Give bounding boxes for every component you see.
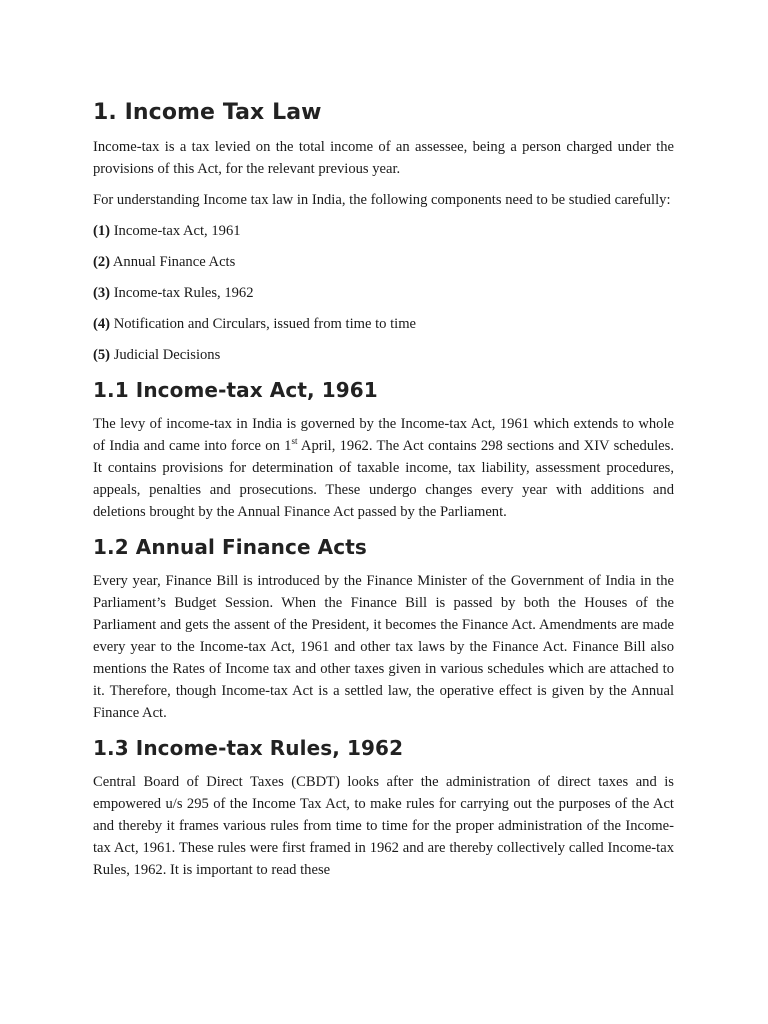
section-1-1-text-start: The levy of income-tax in India is governed by the Income-tax Act, 1961 which extends to whole of India and came into force on 1	[93, 416, 674, 454]
component-item-1	[93, 220, 674, 242]
component-number: (3)	[93, 285, 111, 301]
ordinal-superscript: st	[291, 436, 298, 447]
component-text: Annual Finance Acts	[112, 254, 236, 270]
section-1-2-paragraph: Every year, Finance Bill is introduced by the Finance Minister of the Government of India in the Parliament’s Budget Session. When the Finance Bill is passed by both the Houses of the Parliament and gets the assent of the President, it becomes the Finance Act. Amendments are made every year to the Income-tax Act, 1961 and other tax laws by the Finance Act. Finance Bill also mentions the Rates of Income tax and other taxes given in various schedules which are attached to it. Therefore, though Income-tax Act is a settled law, the operative effect is given by the Annual Finance Act.	[93, 573, 674, 721]
component-text: Judicial Decisions	[113, 347, 221, 363]
component-item-3	[93, 282, 674, 304]
heading-section-1-3: 1.3 Income-tax Rules, 1962	[93, 736, 404, 760]
section-1-1-paragraph	[93, 413, 674, 523]
heading-section-1-2: 1.2 Annual Finance Acts	[93, 535, 367, 559]
intro-paragraph-1: Income-tax is a tax levied on the total income of an assessee, being a person charged under the provisions of this Act, for the relevant previous year.	[93, 139, 674, 177]
component-number: (5)	[93, 347, 111, 363]
component-text: Income-tax Rules, 1962	[113, 285, 254, 301]
component-text: Income-tax Act, 1961	[113, 223, 241, 239]
document-content	[93, 96, 674, 890]
component-number: (4)	[93, 316, 111, 332]
component-item-5	[93, 344, 674, 366]
heading-section-1-1: 1.1 Income-tax Act, 1961	[93, 378, 378, 402]
section-1-3-paragraph: Central Board of Direct Taxes (CBDT) looks after the administration of direct taxes and is empowered u/s 295 of the Income Tax Act, to make rules for carrying out the purposes of the Act and thereby it frames various rules from time to time for the proper administration of the Income-tax Act, 1961. These rules were first framed in 1962 and are thereby collectively called Income-tax Rules, 1962. It is important to read these	[93, 774, 674, 878]
component-item-4	[93, 313, 674, 335]
heading-income-tax-law: 1. Income Tax Law	[93, 100, 322, 125]
component-number: (1)	[93, 223, 111, 239]
section-1-1-text-end: April, 1962. The Act contains 298 sections and XIV schedules. It contains provisions for determination of taxable income, tax liability, assessment procedures, appeals, penalties and prosecutions. These undergo changes every year with additions and deletions brought by the Annual Finance Act passed by the Parliament.	[93, 438, 674, 520]
intro-paragraph-2: For understanding Income tax law in India, the following components need to be studied carefully:	[93, 192, 671, 208]
component-number: (2)	[93, 254, 111, 270]
component-text: Notification and Circulars, issued from time to time	[113, 316, 417, 332]
component-item-2	[93, 251, 674, 273]
